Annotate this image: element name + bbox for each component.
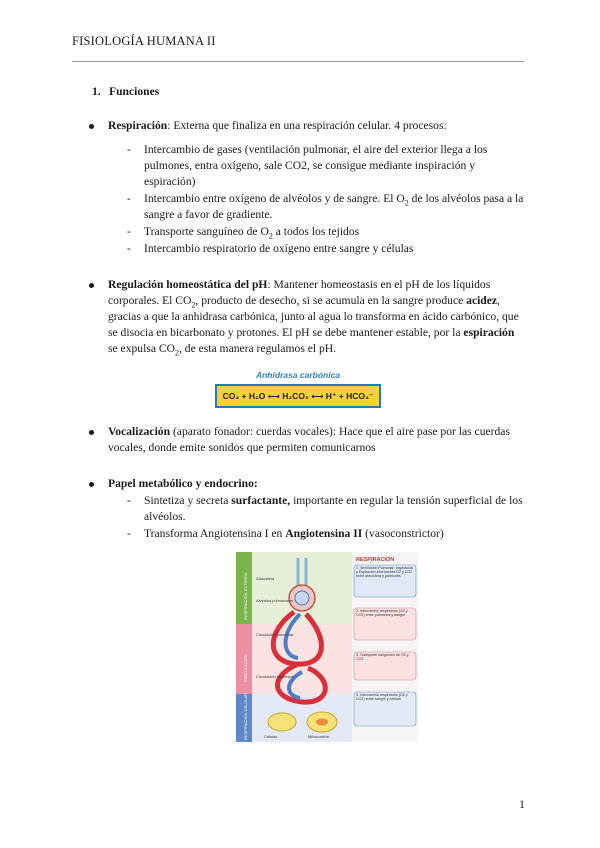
figure-label: Circulación pulmonar xyxy=(256,632,294,637)
bold-surfactante: surfactante, xyxy=(231,494,291,507)
term-regulacion: Regulación homeostática del pH xyxy=(108,278,268,291)
bold-angiotensina: Angiotensina II xyxy=(285,527,363,540)
item-text: Transporte sanguíneo de O xyxy=(144,225,269,238)
item-text: Intercambio entre oxígeno de alvéolos y de sangre. El O xyxy=(144,192,405,205)
header-rule xyxy=(72,61,524,62)
bold-espiracion: espiración xyxy=(463,326,515,339)
item-text: Intercambio de gases (ventilación pulmonar, el aire del exterior llega a los pulmones, entra oxígeno, sale CO2, se consigue mediante inspiración y espiración) xyxy=(144,143,488,188)
item-text: Intercambio respiratorio de oxígeno entre sangre y células xyxy=(144,242,414,255)
sublist-item: - Intercambio entre oxígeno de alvéolos y de sangre. El $O_2$ de los alvéolos pasa a la sangre a favor de gradiente. xyxy=(127,192,524,221)
bullet-dot xyxy=(89,482,94,487)
item-text: Transforma Angiotensina I en xyxy=(144,527,286,540)
sublist-item: - Intercambio de gases (ventilación pulmonar, el aire del exterior llega a los pulmones, entra oxígeno, sale CO2, se consigue mediante inspiración y espiración) xyxy=(127,143,488,188)
figure-title: RESPIRACIÓN xyxy=(356,557,395,563)
regulacion-text: : Mantener homeostasis en el pH de los líquidos corporales. El CO xyxy=(108,278,491,307)
term-respiracion: Respiración xyxy=(108,119,168,132)
sublist-item: - Intercambio respiratorio de oxígeno entre sangre y células xyxy=(127,242,414,255)
step-text: 3. Transporte sanguíneo de O2 y CO2 xyxy=(356,653,409,662)
vocalizacion-text: (aparato fonador: cuerdas vocales): Hace que el aire pase por las cuerdas vocales, donde emite sonidos que permiten comunicarnos xyxy=(108,425,510,454)
bold-acidez: acidez xyxy=(466,294,498,307)
section-title: Funciones xyxy=(109,85,160,98)
section-heading xyxy=(92,84,524,100)
subscript: 2 xyxy=(268,231,273,241)
regulacion-text: , de esta manera regulamos el pH. xyxy=(178,342,337,355)
bullet-papel xyxy=(72,476,524,542)
papel-sublist xyxy=(108,493,524,542)
bullet-dot xyxy=(89,124,94,129)
respiration-figure xyxy=(236,552,418,742)
item-text: importante en regular la tensión superficial de los alvéolos. xyxy=(144,494,523,523)
respiracion-text: : Externa que finaliza en una respiración celular. 4 procesos: xyxy=(167,119,447,132)
subscript: 2 xyxy=(174,348,179,358)
sublist-item: - Transforma Angiotensina I en Angiotensina II (vasoconstrictor) xyxy=(127,527,444,540)
figure-label: Mitocondria xyxy=(308,734,329,739)
bullet-regulacion xyxy=(72,277,524,357)
item-text: a todos los tejidos xyxy=(272,225,360,238)
section-number: 1. xyxy=(92,85,101,98)
bullet-respiracion xyxy=(72,118,524,257)
step-text-wrap xyxy=(356,653,414,679)
regulacion-text: se expulsa CO xyxy=(108,342,175,355)
figure-label: Atmósfera xyxy=(256,576,275,581)
regulacion-text: , gracias a que la anhidrasa carbónica, junto al agua lo transforma en ácido carbónico, que se disocia en bicarbonato y protones. El pH se debe mantener estable, por la xyxy=(108,294,519,339)
running-header: FISIOLOGÍA HUMANA II xyxy=(72,34,216,48)
step-text-wrap xyxy=(356,566,414,596)
side-label: RESPIRACIÓN CELULAR xyxy=(243,692,248,740)
term-vocalizacion: Vocalización xyxy=(108,425,171,438)
bullet-vocalizacion xyxy=(72,424,524,456)
page-content xyxy=(72,84,524,552)
item-text: (vasoconstrictor) xyxy=(362,527,444,540)
figure-label: Alvéolos pulmonares xyxy=(256,598,294,603)
step-text: 4. Intercambio respiratorio (O2 y CO2) entre sangre y células xyxy=(356,693,408,702)
figure-label: Células xyxy=(264,734,278,739)
bullet-dot xyxy=(89,283,94,288)
page-number: 1 xyxy=(519,797,525,811)
item-text: de los alvéolos pasa a la sangre a favor de gradiente. xyxy=(144,192,524,221)
sublist-item: - Sintetiza y secreta surfactante, importante en regular la tensión superficial de los alvéolos. xyxy=(127,494,523,523)
item-text: Sintetiza y secreta xyxy=(144,494,232,507)
step-text: 2. Intercambio respiratorio (O2 y CO2) entre pulmones y sangre xyxy=(356,609,408,618)
equation-box: CO₂ + H₂O ⟷ H₂CO₃ ⟷ H⁺ + HCO₃⁻ xyxy=(215,384,382,408)
side-label: RESPIRACIÓN EXTERNA xyxy=(243,572,248,620)
step-text: 1. Ventilación Pulmonar: Inspiración y Espiración intercambio O2 y CO2 entre atmósfera y pulmones xyxy=(356,566,414,579)
subscript: 2 xyxy=(191,300,196,310)
step-text-wrap xyxy=(356,609,414,639)
regulacion-text: , producto de desecho, si se acumula en la sangre produce xyxy=(195,294,467,307)
equation-label: Anhidrasa carbónica xyxy=(255,370,341,380)
sublist-item: - Transporte sanguíneo de $O_2$ a todos los tejidos xyxy=(127,225,360,241)
equation-figure xyxy=(72,367,524,408)
mitochondria-shape xyxy=(316,719,328,726)
subscript: 2 xyxy=(404,198,409,208)
bullet-dot xyxy=(89,430,94,435)
cell-shape xyxy=(268,713,296,731)
side-label: CIRCULACIÓN xyxy=(243,654,248,682)
step-text-wrap xyxy=(356,693,414,725)
term-papel: Papel metabólico y endocrino: xyxy=(108,477,258,490)
respiracion-sublist xyxy=(108,142,524,257)
alveolus-inner-shape xyxy=(295,591,309,605)
figure-label: Circulación sistémica xyxy=(256,674,294,679)
